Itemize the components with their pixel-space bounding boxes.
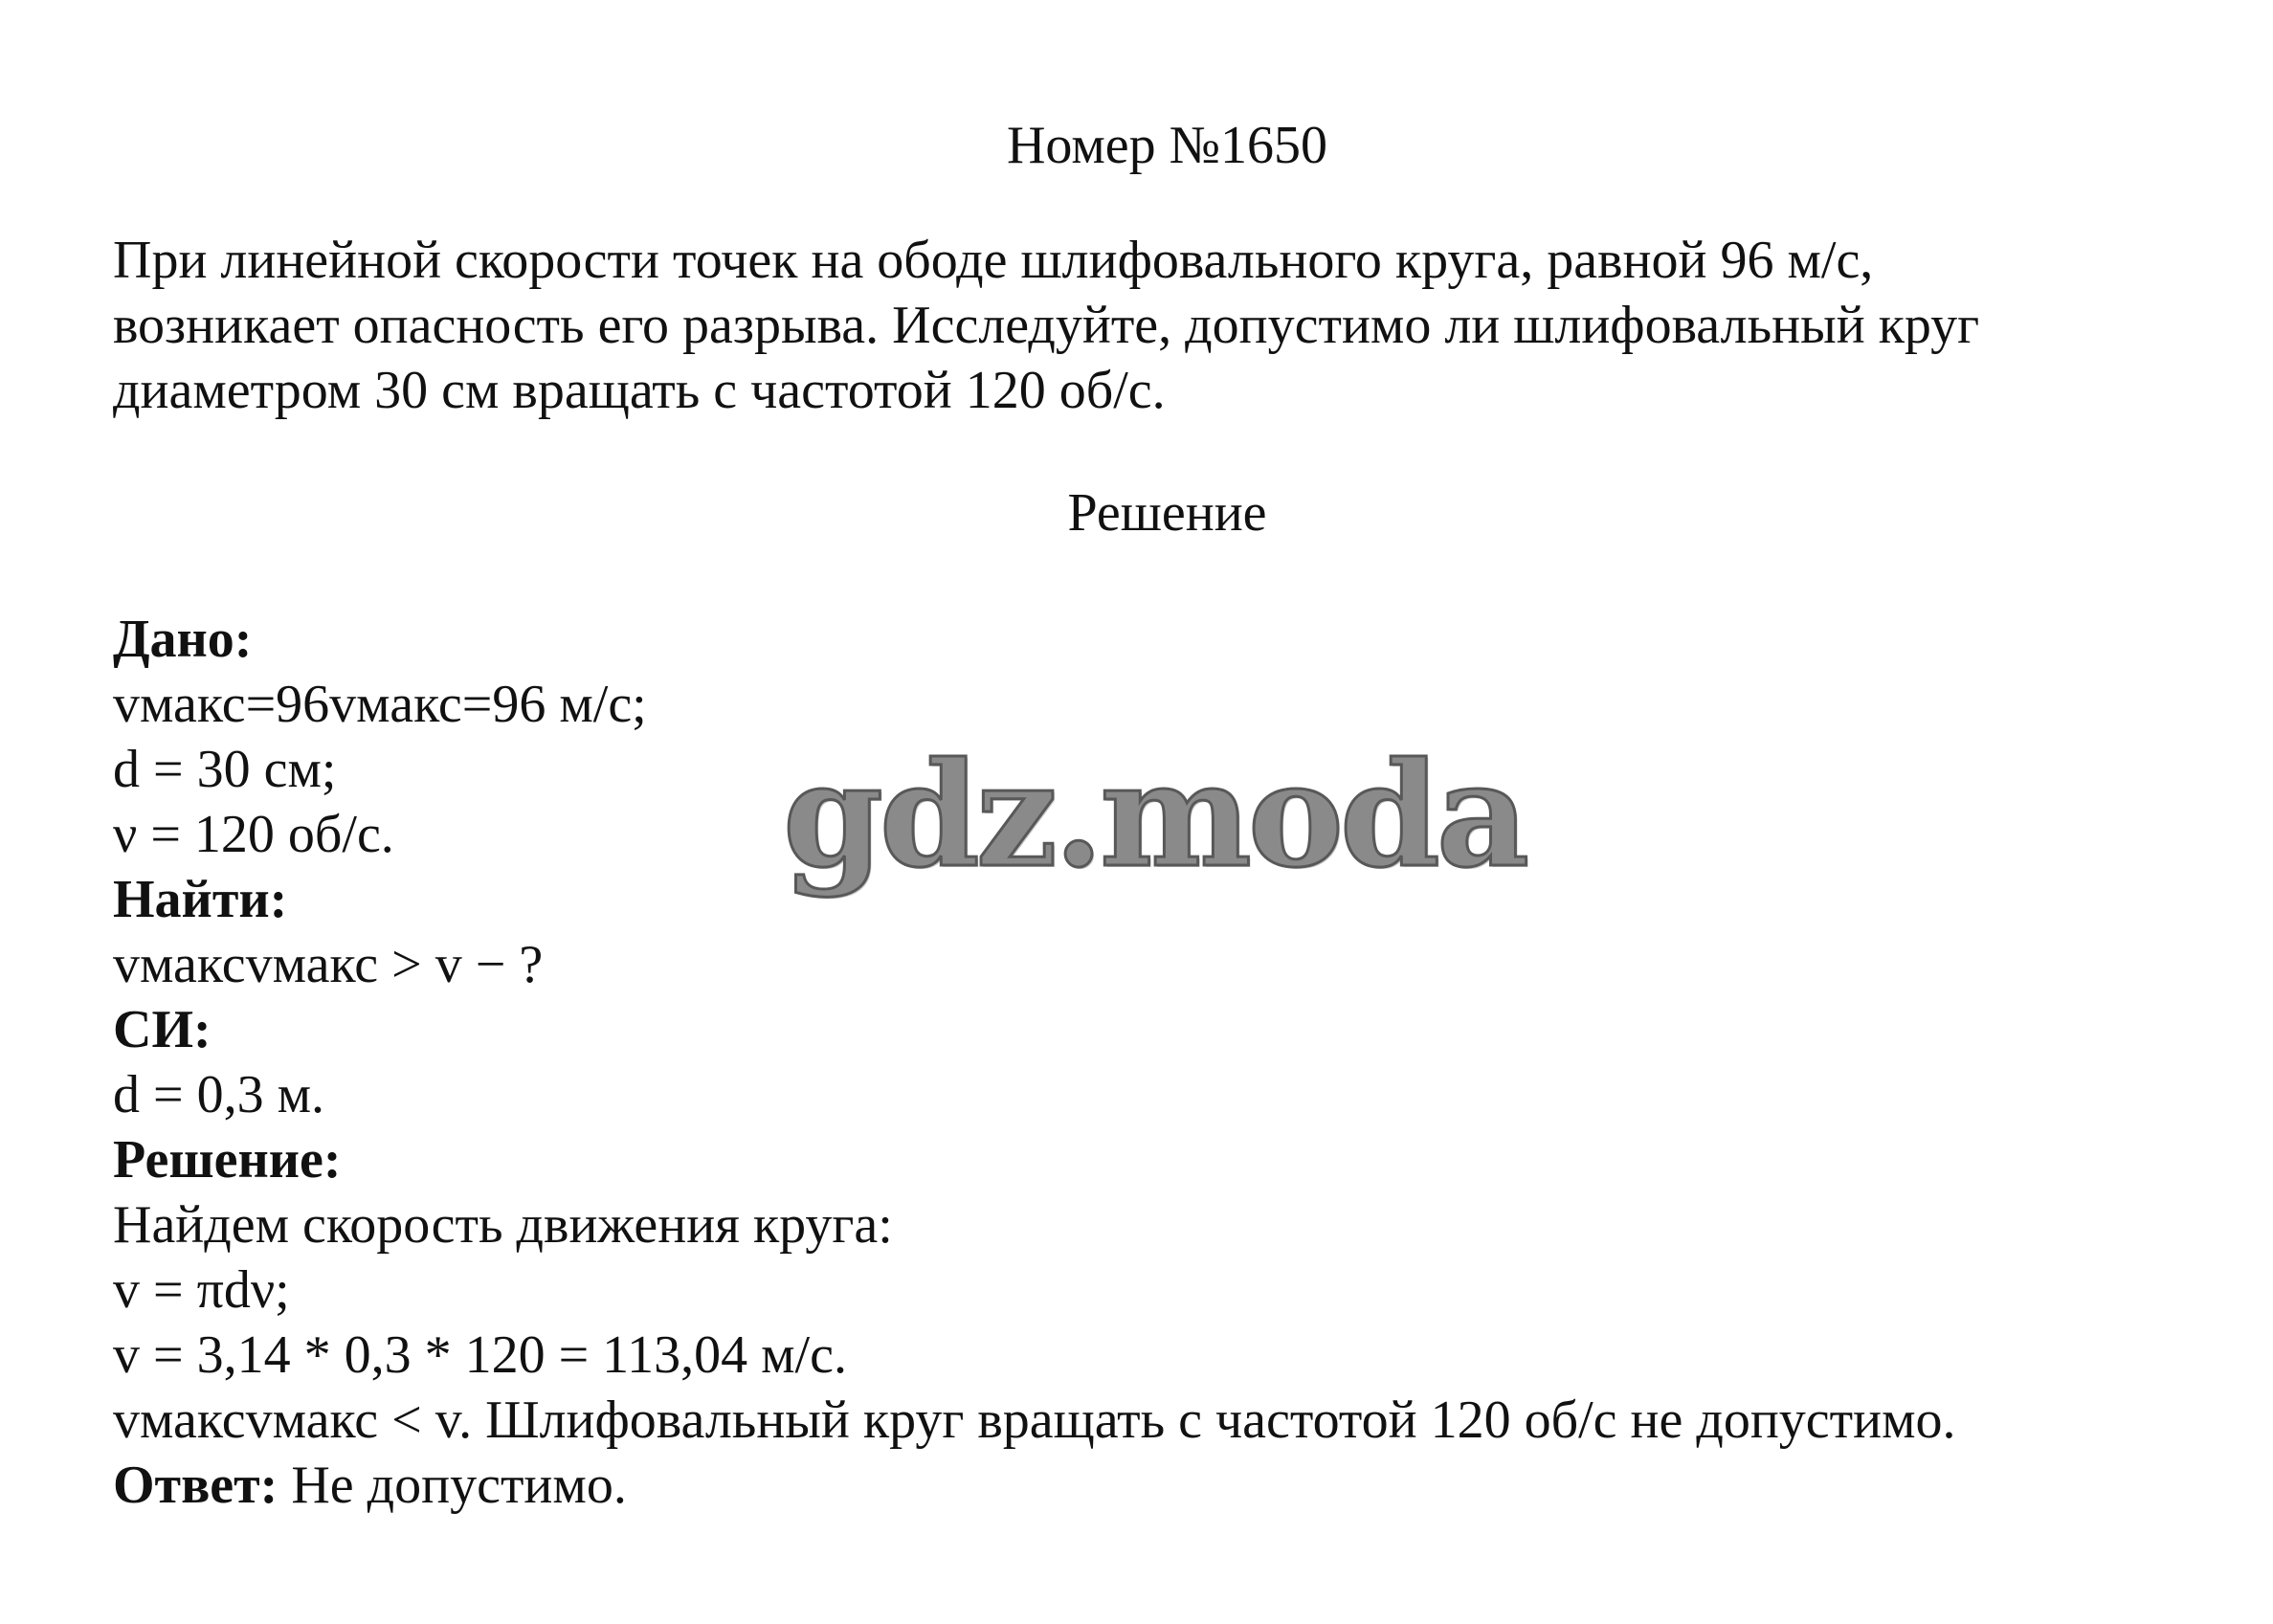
si-heading: СИ:: [113, 1000, 212, 1059]
problem-statement: [113, 228, 2228, 423]
find-line: vмаксvмакс > v − ?: [113, 935, 544, 994]
problem-line: При линейной скорости точек на ободе шлифовального круга, равной 96 м/с,: [113, 231, 1874, 290]
solution-line: v = 3,14 * 0,3 * 120 = 113,04 м/с.: [113, 1325, 847, 1385]
answer-line: [113, 1453, 2228, 1518]
watermark-logo: gdz.moda: [783, 731, 1526, 900]
given-line: vмакс=96vмакс=96 м/с;: [113, 675, 647, 734]
problem-line: возникает опасность его разрыва. Исследуйте, допустимо ли шлифовальный круг: [113, 296, 1980, 355]
si-line: d = 0,3 м.: [113, 1065, 325, 1124]
answer-label: Ответ:: [113, 1456, 279, 1515]
answer-text: Не допустимо.: [278, 1456, 627, 1515]
given-line: d = 30 см;: [113, 740, 337, 799]
solution-line: Найдем скорость движения круга:: [113, 1195, 893, 1255]
given-heading: Дано:: [113, 610, 253, 669]
problem-number-title: Номер №1650: [1006, 116, 1328, 175]
problem-line: диаметром 30 см вращать с частотой 120 об/с.: [113, 361, 1166, 420]
solution-line: vмаксvмакс < v. Шлифовальный круг вращать с частотой 120 об/с не допустимо.: [113, 1390, 1956, 1450]
solution-line: v = πdν;: [113, 1260, 290, 1320]
find-heading: Найти:: [113, 870, 288, 929]
given-line: ν = 120 об/с.: [113, 805, 394, 864]
solution-subheading: Решение:: [113, 1130, 342, 1190]
solution-heading: Решение: [1067, 483, 1267, 543]
